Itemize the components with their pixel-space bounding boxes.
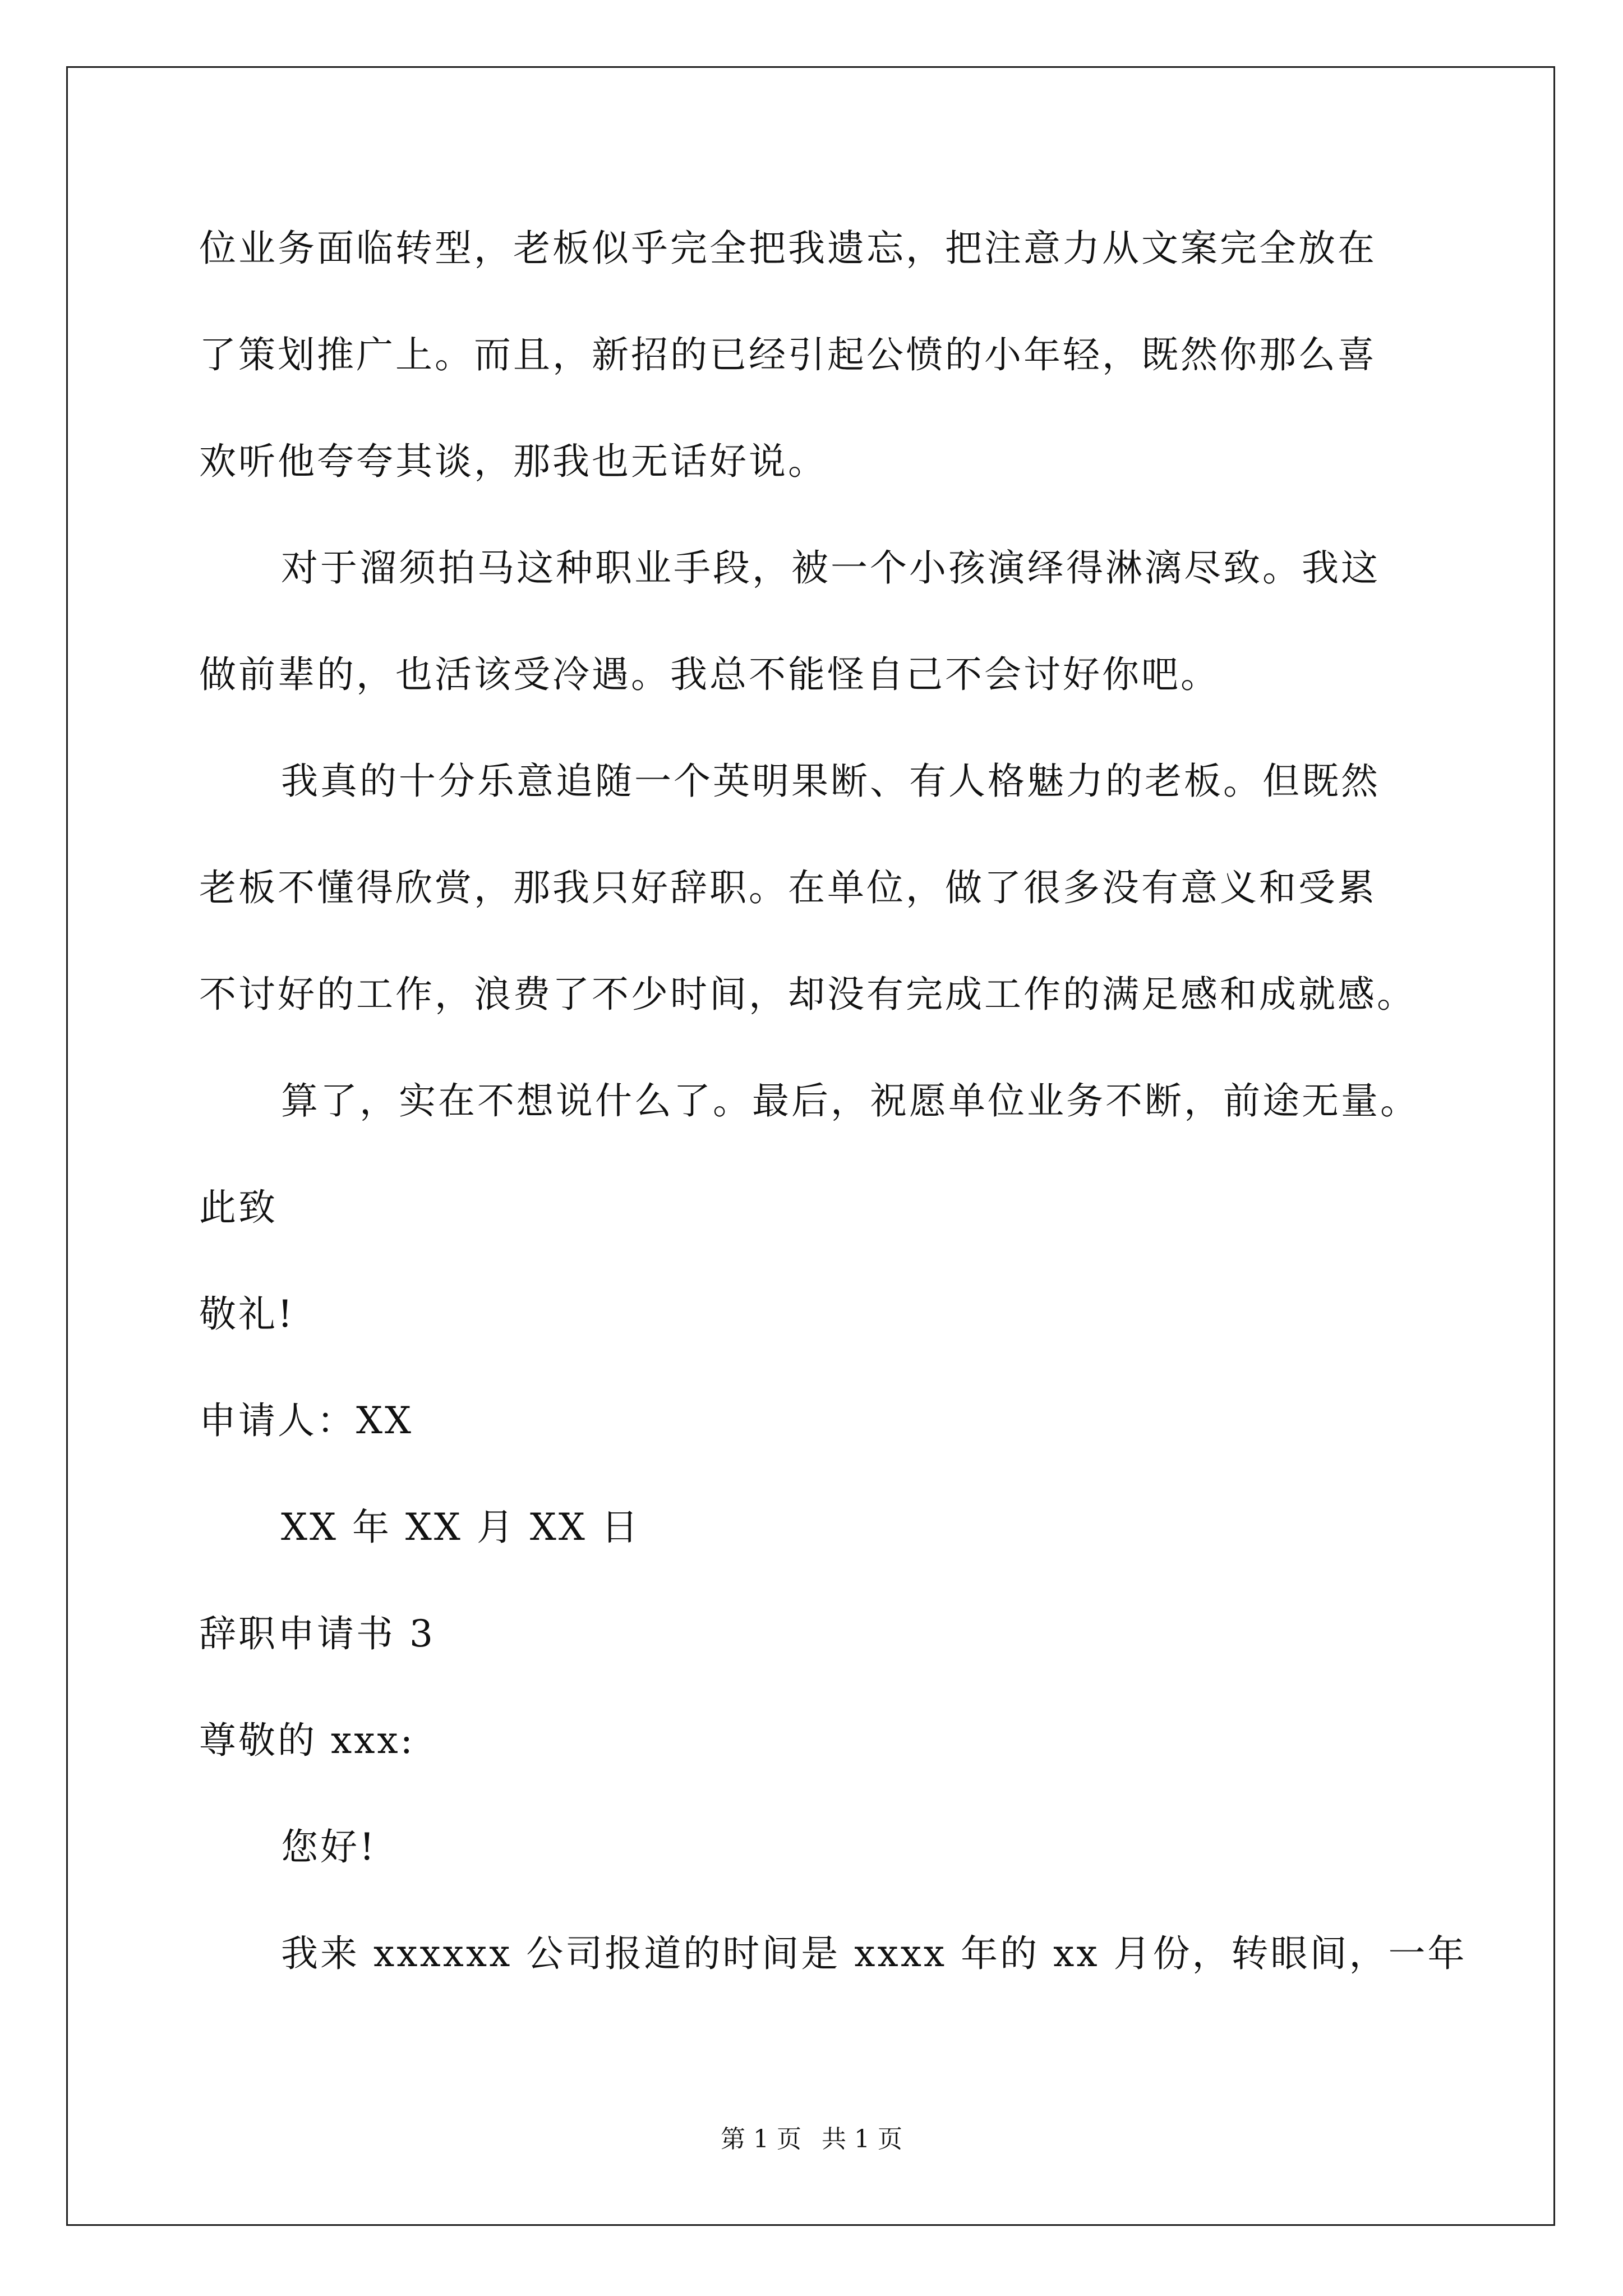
closing-line: 此致 xyxy=(199,1186,278,1229)
page-number: 第 1 页 xyxy=(721,2125,801,2154)
page-total: 共 1 页 xyxy=(822,2125,902,2154)
paragraph-line: 欢听他夸夸其谈，那我也无话好说。 xyxy=(199,440,827,483)
paragraph-line: 我来 xxxxxx 公司报道的时间是 xxxx 年的 xx 月份，转眼间，一年 xyxy=(281,1932,1467,1975)
date-line: XX 年 XX 月 XX 日 xyxy=(281,1506,640,1549)
applicant-line: 申请人：XX xyxy=(199,1399,413,1442)
salutation-line: 敬礼! xyxy=(199,1292,295,1336)
paragraph-line: 做前辈的，也活该受冷遇。我总不能怪自己不会讨好你吧。 xyxy=(199,653,1220,696)
page-footer xyxy=(0,2127,1623,2152)
greeting-line: 您好! xyxy=(281,1825,377,1869)
addressee-line: 尊敬的 xxx: xyxy=(199,1719,415,1762)
paragraph-line: 老板不懂得欣赏，那我只好辞职。在单位，做了很多没有意义和受累 xyxy=(199,866,1377,909)
paragraph-line: 位业务面临转型，老板似乎完全把我遗忘，把注意力从文案完全放在 xyxy=(199,227,1377,270)
paragraph-line: 算了，实在不想说什么了。最后，祝愿单位业务不断，前途无量。 xyxy=(281,1079,1419,1122)
paragraph-line: 不讨好的工作，浪费了不少时间，却没有完成工作的满足感和成就感。 xyxy=(199,973,1416,1016)
page-border xyxy=(66,66,1555,2226)
paragraph-line: 我真的十分乐意追随一个英明果断、有人格魅力的老板。但既然 xyxy=(281,760,1380,803)
section-title: 辞职申请书 3 xyxy=(199,1612,435,1655)
paragraph-line: 对于溜须拍马这种职业手段，被一个小孩演绎得淋漓尽致。我这 xyxy=(281,546,1380,590)
paragraph-line: 了策划推广上。而且，新招的已经引起公愤的小年轻，既然你那么喜 xyxy=(199,333,1377,376)
